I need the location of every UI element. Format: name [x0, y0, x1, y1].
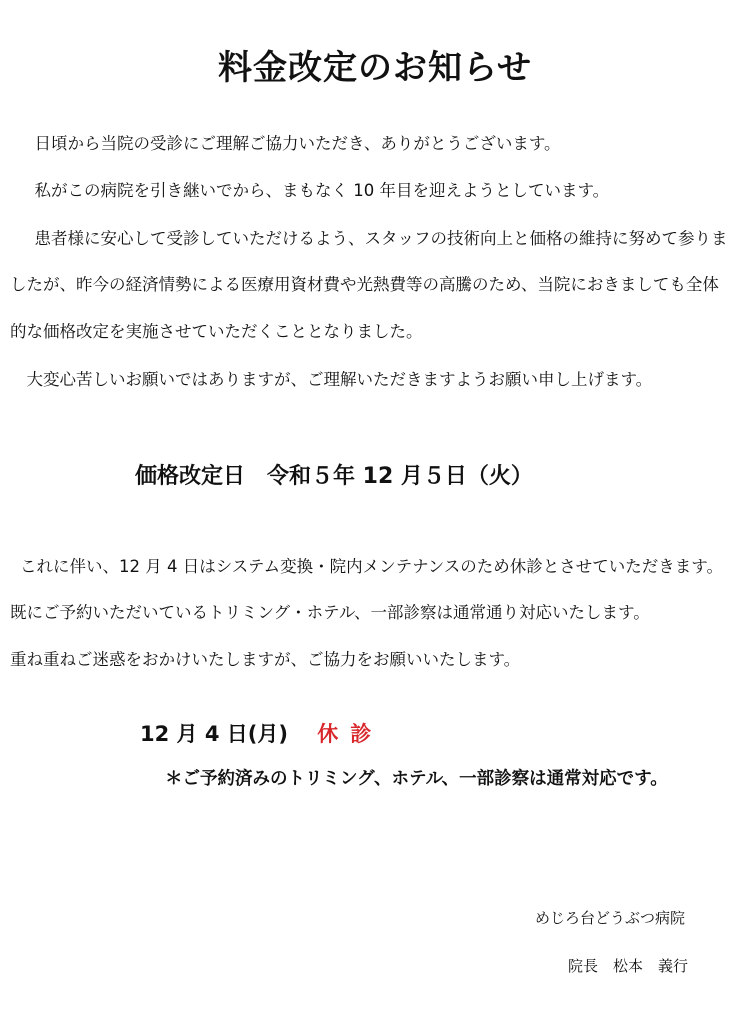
- intro-paragraph-3-line-1: 患者様に安心して受診していただけるよう、スタッフの技術向上と価格の維持に努めて参りま: [18, 229, 728, 248]
- intro-paragraph-4: 大変心苦しいお願いではありますが、ご理解いただきますようお願い申し上げます。: [10, 370, 653, 389]
- intro-paragraph-3-line-2: したが、昨今の経済情勢による医療用資材費や光熱費等の高騰のため、当院におきましても全体: [10, 275, 719, 294]
- closure-date: 12 月 4 日(月): [140, 722, 288, 746]
- closure-paragraph-2: 既にご予約いただいているトリミング・ホテル、一部診察は通常通り対応いたします。: [10, 603, 650, 622]
- intro-paragraph-3-line-3: 的な価格改定を実施させていただくこととなりました。: [10, 322, 423, 341]
- hospital-name: めじろ台どうぶつ病院: [535, 909, 686, 927]
- intro-paragraph-2: 私がこの病院を引き継いでから、まもなく 10 年目を迎えようとしています。: [18, 181, 610, 200]
- closure-label: 休診: [317, 722, 384, 746]
- effective-date: 価格改定日 令和５年 12 月５日（火）: [135, 464, 533, 489]
- closure-paragraph-1: これに伴い、12 月 4 日はシステム変換・院内メンテナンスのため休診とさせていただきます。: [20, 557, 723, 576]
- closure-paragraph-3: 重ね重ねご迷惑をおかけいたしますが、ご協力をお願いいたします。: [10, 650, 521, 669]
- notice-title: 料金改定のお知らせ: [218, 48, 532, 88]
- intro-paragraph-1: 日頃から当院の受診にご理解ご協力いただき、ありがとうございます。: [18, 134, 561, 153]
- closure-note: ＊ご予約済みのトリミング、ホテル、一部診察は通常対応です。: [165, 769, 668, 789]
- closure-line: [140, 718, 383, 748]
- director-name: 院長 松本 義行: [568, 957, 689, 975]
